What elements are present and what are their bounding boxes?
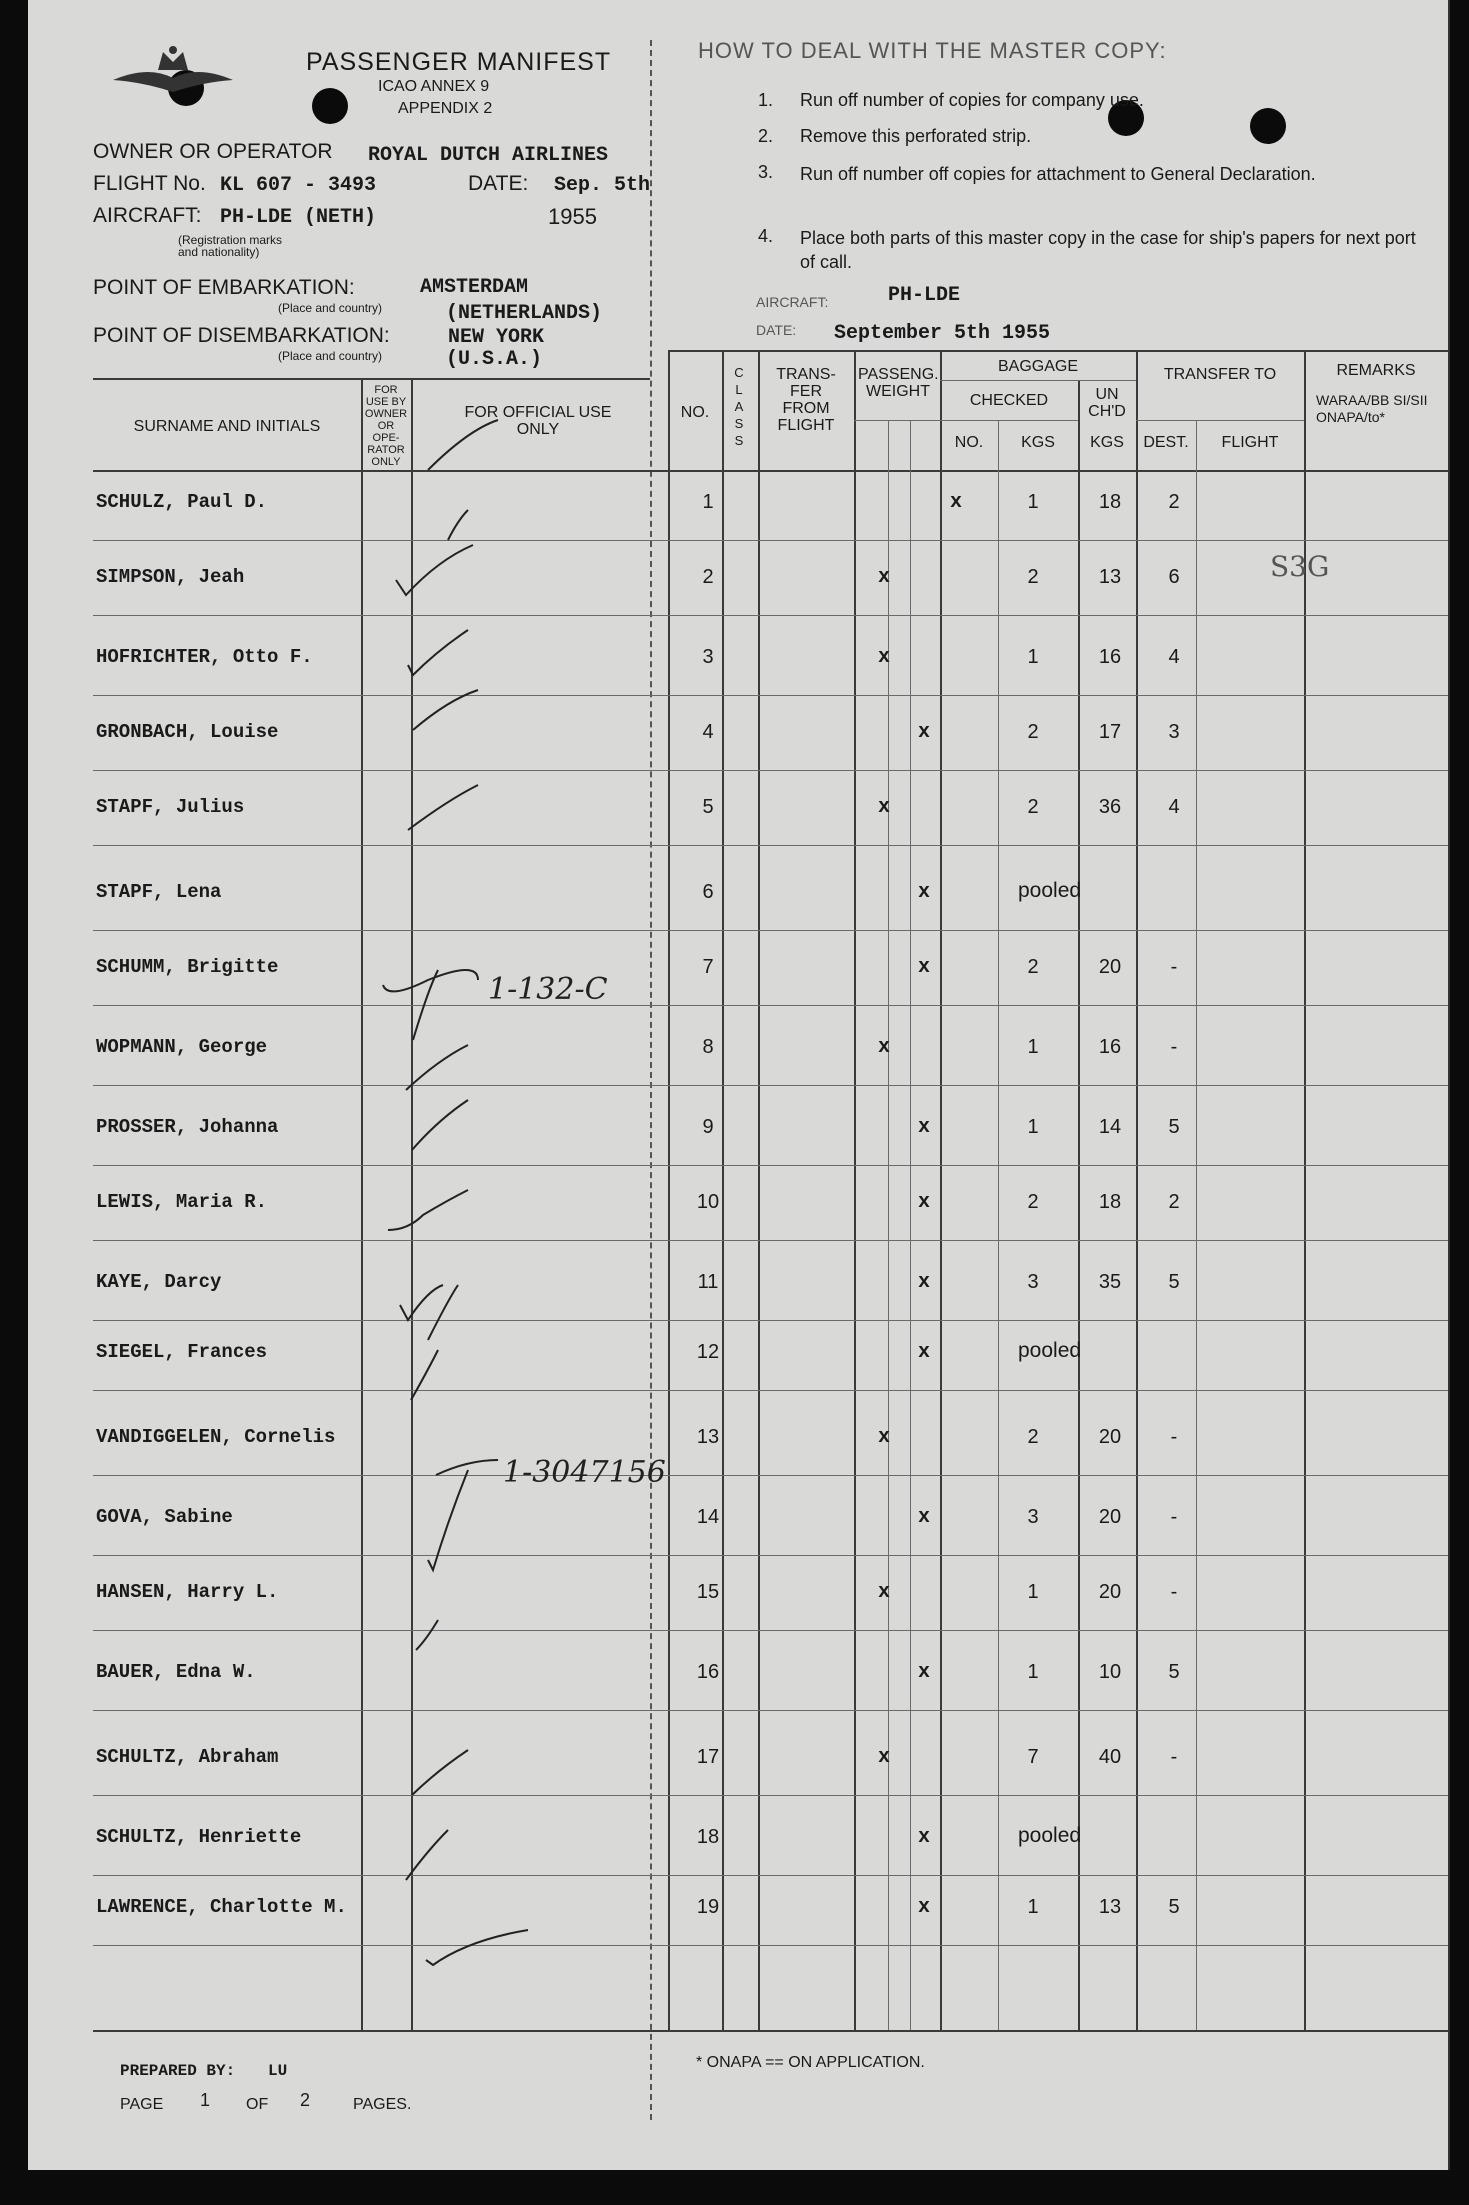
unchecked-kgs: - <box>1170 1746 1178 1768</box>
row-no: 14 <box>696 1506 720 1528</box>
weight-mark: x <box>917 881 930 904</box>
baggage-kgs: 13 <box>1098 1896 1122 1918</box>
weight-mark: x <box>917 721 930 744</box>
baggage-no: 3 <box>1027 1271 1039 1293</box>
unchecked-kgs: 5 <box>1168 1896 1180 1918</box>
baggage-no: 1 <box>1027 1116 1039 1138</box>
of-label: OF <box>246 2096 269 2113</box>
weight-mark: x <box>917 1896 930 1919</box>
weight-mark: x <box>917 1116 930 1139</box>
passenger-name: KAYE, Darcy <box>96 1271 222 1293</box>
instruction-num-3: 3. <box>758 162 774 182</box>
passenger-name: SCHUMM, Brigitte <box>96 956 279 978</box>
instr-aircraft-value: PH-LDE <box>888 284 961 307</box>
passenger-name: WOPMANN, George <box>96 1036 268 1058</box>
handwritten-marks <box>28 0 1448 2170</box>
col-transfer-to: TRANSFER TO <box>1163 366 1277 383</box>
embark-country: (NETHERLANDS) <box>446 302 603 325</box>
disembark-country: (U.S.A.) <box>446 348 543 371</box>
instruction-text-3: Run off number off copies for attachment to General Declaration. <box>800 164 1316 184</box>
row-no: 19 <box>696 1896 720 1918</box>
place-note-embark: (Place and country) <box>278 301 383 315</box>
baggage-kgs: 17 <box>1098 721 1122 743</box>
row-no: 16 <box>696 1661 720 1683</box>
icao-annex: ICAO ANNEX 9 <box>378 78 490 95</box>
pooled-note: pooled <box>1018 1339 1082 1362</box>
row-no: 12 <box>696 1341 720 1363</box>
weight-mark: x <box>877 1426 890 1449</box>
instructions-heading: HOW TO DEAL WITH THE MASTER COPY: <box>698 38 1167 63</box>
pages-label: PAGES. <box>353 2096 412 2113</box>
baggage-kgs: 10 <box>1098 1661 1122 1683</box>
of-value: 2 <box>300 2090 311 2110</box>
row-no: 1 <box>702 491 714 513</box>
col-class: C L A S S <box>734 365 744 448</box>
weight-mark: x <box>917 956 930 979</box>
unchecked-kgs: - <box>1170 1426 1178 1448</box>
passenger-name: STAPF, Julius <box>96 796 245 818</box>
instruction-num-1: 1. <box>758 90 774 110</box>
unchecked-kgs: - <box>1170 956 1178 978</box>
baggage-no: 1 <box>1027 491 1039 513</box>
baggage-no: 2 <box>1027 1191 1039 1213</box>
passenger-name: GOVA, Sabine <box>96 1506 233 1528</box>
passenger-name: HOFRICHTER, Otto F. <box>96 646 313 668</box>
date-value: Sep. 5th <box>554 174 651 197</box>
baggage-no: 3 <box>1027 1506 1039 1528</box>
unchecked-kgs: 2 <box>1168 491 1180 513</box>
col-remarks: REMARKS <box>1336 362 1416 379</box>
prepared-value: LU <box>268 2062 288 2080</box>
manifest-title: PASSENGER MANIFEST <box>306 48 612 76</box>
official-note-7: 1-132-C <box>488 972 608 1007</box>
row-no: 9 <box>702 1116 714 1138</box>
passenger-name: STAPF, Lena <box>96 881 222 903</box>
baggage-kgs: 14 <box>1098 1116 1122 1138</box>
instruction-num-4: 4. <box>758 226 774 246</box>
row-no: 3 <box>702 646 714 668</box>
unchecked-kgs: 3 <box>1168 721 1180 743</box>
official-note-13: 1-3047156 <box>503 1455 666 1490</box>
pooled-note: pooled <box>1018 879 1082 902</box>
baggage-kgs: 36 <box>1098 796 1122 818</box>
baggage-no: 1 <box>1027 1581 1039 1603</box>
col-baggage: BAGGAGE <box>997 358 1079 375</box>
baggage-no: 2 <box>1027 721 1039 743</box>
baggage-no: 1 <box>1027 1036 1039 1058</box>
embark-label: POINT OF EMBARKATION: <box>93 276 355 299</box>
col-official: FOR OFFICIAL USE ONLY <box>464 404 612 438</box>
passenger-name: LEWIS, Maria R. <box>96 1191 268 1213</box>
baggage-kgs: 20 <box>1098 1506 1122 1528</box>
row-no: 6 <box>702 881 714 903</box>
instruction-text-2: Remove this perforated strip. <box>800 126 1032 146</box>
col-unchd-kgs: KGS <box>1090 434 1124 451</box>
baggage-kgs: 35 <box>1098 1271 1122 1293</box>
weight-mark: x <box>877 646 890 669</box>
passenger-name: SCHULTZ, Henriette <box>96 1826 302 1848</box>
col-surname: SURNAME AND INITIALS <box>133 418 321 435</box>
unchecked-kgs: 4 <box>1168 646 1180 668</box>
owner-value: ROYAL DUTCH AIRLINES <box>368 144 609 167</box>
passenger-name: SIEGEL, Frances <box>96 1341 268 1363</box>
baggage-kgs: 18 <box>1098 491 1122 513</box>
aircraft-value: PH-LDE (NETH) <box>220 206 377 229</box>
baggage-kgs: 18 <box>1098 1191 1122 1213</box>
passenger-name: HANSEN, Harry L. <box>96 1581 279 1603</box>
col-checked-no: NO. <box>954 434 984 451</box>
place-note-disembark: (Place and country) <box>278 349 383 363</box>
row-no: 15 <box>696 1581 720 1603</box>
baggage-no: 1 <box>1027 1896 1039 1918</box>
aircraft-label: AIRCRAFT: <box>93 204 202 227</box>
weight-mark: x <box>877 1581 890 1604</box>
unchecked-kgs: - <box>1170 1036 1178 1058</box>
col-dest: DEST. <box>1143 434 1189 451</box>
row-no: 17 <box>696 1746 720 1768</box>
baggage-kgs: 40 <box>1098 1746 1122 1768</box>
passenger-name: VANDIGGELEN, Cornelis <box>96 1426 336 1448</box>
col-flight: FLIGHT <box>1221 434 1279 451</box>
onapa-note: * ONAPA == ON APPLICATION. <box>696 2054 925 2071</box>
col-weight: PASSENG. WEIGHT <box>858 366 939 400</box>
baggage-no: 2 <box>1027 566 1039 588</box>
unchecked-kgs: 5 <box>1168 1661 1180 1683</box>
embark-value: AMSTERDAM <box>420 276 529 299</box>
year-value: 1955 <box>548 204 597 229</box>
baggage-no: 2 <box>1027 1426 1039 1448</box>
col-no: NO. <box>680 404 710 421</box>
weight-mark: x <box>877 566 890 589</box>
weight-mark: x <box>917 1826 930 1849</box>
row-no: 4 <box>702 721 714 743</box>
disembark-label: POINT OF DISEMBARKATION: <box>93 324 390 347</box>
date-label: DATE: <box>468 172 529 195</box>
appendix: APPENDIX 2 <box>398 100 493 117</box>
unchecked-kgs: 2 <box>1168 1191 1180 1213</box>
row-no: 5 <box>702 796 714 818</box>
passenger-name: LAWRENCE, Charlotte M. <box>96 1896 347 1918</box>
pooled-note: pooled <box>1018 1824 1082 1847</box>
weight-mark: x <box>917 1506 930 1529</box>
weight-mark: x <box>917 1191 930 1214</box>
row-no: 11 <box>697 1271 719 1293</box>
page-label: PAGE <box>120 2096 164 2113</box>
manifest-sheet <box>28 0 1450 2170</box>
col-checked-kgs: KGS <box>1021 434 1055 451</box>
unchecked-kgs: 5 <box>1168 1116 1180 1138</box>
prepared-label: PREPARED BY: <box>120 2062 236 2080</box>
weight-mark: x <box>917 1271 930 1294</box>
col-checked: CHECKED <box>969 392 1049 409</box>
row-no: 18 <box>696 1826 720 1848</box>
baggage-no: 7 <box>1027 1746 1039 1768</box>
baggage-kgs: 16 <box>1098 1036 1122 1058</box>
weight-mark: x <box>877 796 890 819</box>
baggage-no: 2 <box>1027 796 1039 818</box>
passenger-name: GRONBACH, Louise <box>96 721 279 743</box>
passenger-name: SIMPSON, Jeah <box>96 566 245 588</box>
flight-value: KL 607 - 3493 <box>220 174 377 197</box>
row-no: 13 <box>696 1426 720 1448</box>
instruction-text-1: Run off number of copies for company use. <box>800 90 1144 110</box>
weight-mark: x <box>949 491 962 514</box>
owner-label: OWNER OR OPERATOR <box>93 140 333 163</box>
passenger-name: PROSSER, Johanna <box>96 1116 279 1138</box>
baggage-kgs: 13 <box>1098 566 1122 588</box>
col-transfer-from: TRANS-FER FROM FLIGHT <box>776 366 836 434</box>
registration-note: (Registration marks and nationality) <box>178 233 283 259</box>
passenger-name: SCHULTZ, Abraham <box>96 1746 279 1768</box>
baggage-no: 2 <box>1027 956 1039 978</box>
baggage-kgs: 20 <box>1098 956 1122 978</box>
unchecked-kgs: 6 <box>1168 566 1180 588</box>
instr-date-label: DATE: <box>756 322 797 338</box>
remark-2: S3G <box>1270 550 1330 583</box>
baggage-kgs: 16 <box>1098 646 1122 668</box>
weight-mark: x <box>917 1341 930 1364</box>
baggage-kgs: 20 <box>1098 1426 1122 1448</box>
instruction-text-4: Place both parts of this master copy in the case for ship's papers for next port of call. <box>800 228 1416 272</box>
unchecked-kgs: 4 <box>1168 796 1180 818</box>
row-no: 8 <box>702 1036 714 1058</box>
weight-mark: x <box>917 1661 930 1684</box>
col-owner-use: FOR USE BY OWNER OR OPE-RATOR ONLY <box>364 384 408 468</box>
row-no: 10 <box>696 1191 720 1213</box>
unchecked-kgs: - <box>1170 1581 1178 1603</box>
unchecked-kgs: - <box>1170 1506 1178 1528</box>
instr-date-value: September 5th 1955 <box>834 322 1051 345</box>
baggage-no: 1 <box>1027 1661 1039 1683</box>
weight-mark: x <box>877 1036 890 1059</box>
row-no: 7 <box>702 956 714 978</box>
instr-aircraft-label: AIRCRAFT: <box>756 294 829 310</box>
baggage-kgs: 20 <box>1098 1581 1122 1603</box>
col-remarks-sub: WARAA/BB SI/SII ONAPA/to* <box>1316 392 1428 425</box>
weight-mark: x <box>877 1746 890 1769</box>
page-value: 1 <box>200 2090 211 2110</box>
instruction-num-2: 2. <box>758 126 774 146</box>
row-no: 2 <box>702 566 714 588</box>
disembark-value: NEW YORK <box>448 326 545 349</box>
passenger-name: SCHULZ, Paul D. <box>96 491 268 513</box>
baggage-no: 1 <box>1027 646 1039 668</box>
flight-label: FLIGHT No. <box>93 172 206 195</box>
col-unchd: UN CH'D <box>1088 386 1126 420</box>
unchecked-kgs: 5 <box>1168 1271 1180 1293</box>
passenger-name: BAUER, Edna W. <box>96 1661 256 1683</box>
